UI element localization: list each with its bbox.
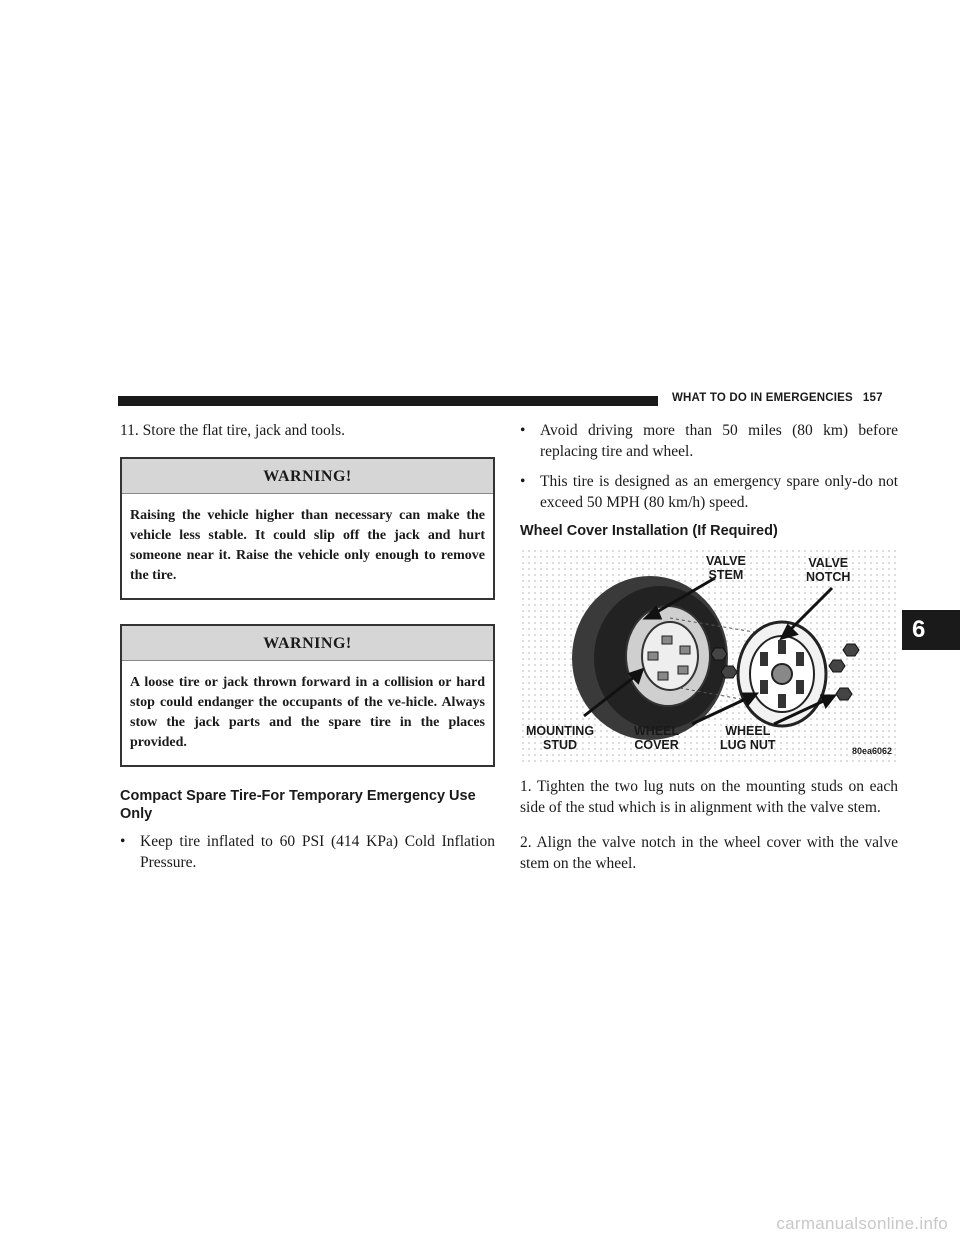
bullet-text: This tire is designed as an emergency spare only-do not exceed 50 MPH (80 km/h) speed. <box>540 473 898 511</box>
warning-box-1 <box>120 457 495 600</box>
wheel-cover-figure <box>520 548 898 766</box>
bullet-text: Avoid driving more than 50 miles (80 km) before replacing tire and wheel. <box>540 422 898 460</box>
bullet-icon: • <box>520 422 526 439</box>
step-2: 2. Align the valve notch in the wheel cover with the valve stem on the wheel. <box>520 834 898 872</box>
step-1: 1. Tighten the two lug nuts on the mounting studs on each side of the stud which is in alignment with the valve stem. <box>520 778 898 816</box>
valve-stem-label: VALVE STEM <box>706 554 746 582</box>
mounting-stud-label: MOUNTING STUD <box>526 724 595 752</box>
warning-text: A loose tire or jack thrown forward in a collision or hard stop could endanger the occupants of the ve-hicle. Always stow the jack parts and the spare tire in the places provided. <box>130 675 485 750</box>
wheel-cover-heading: Wheel Cover Installation (If Required) <box>520 523 778 539</box>
bullet-text: Keep tire inflated to 60 PSI (414 KPa) Cold Inflation Pressure. <box>140 833 495 871</box>
warning-title: WARNING! <box>122 626 493 661</box>
compact-spare-heading: Compact Spare Tire-For Temporary Emergency Use Only <box>120 788 476 822</box>
bullet-item <box>520 471 898 513</box>
warning-title: WARNING! <box>122 459 493 494</box>
section-title: WHAT TO DO IN EMERGENCIES <box>672 392 853 404</box>
wheel-cover-label: WHEEL COVER <box>634 724 680 752</box>
bullet-icon: • <box>520 473 526 490</box>
header-rule <box>118 396 658 406</box>
watermark: carmanualsonline.info <box>776 1214 948 1233</box>
left-column <box>120 420 495 882</box>
warning-box-2 <box>120 624 495 767</box>
bullet-item <box>120 831 495 873</box>
right-column <box>520 420 898 888</box>
bullet-item <box>520 420 898 462</box>
valve-notch-label: VALVE NOTCH <box>806 556 851 584</box>
bullet-icon: • <box>120 833 126 850</box>
step-11: 11. Store the flat tire, jack and tools. <box>120 422 345 439</box>
warning-text: Raising the vehicle higher than necessary can make the vehicle less stable. It could slip off the jack and hurt someone near it. Raise the vehicle only enough to remove the tire. <box>130 508 485 583</box>
wheel-lug-nut-label: WHEEL LUG NUT <box>720 724 776 752</box>
chapter-tab: 6 <box>902 610 960 650</box>
running-header <box>672 392 883 404</box>
page-number: 157 <box>862 392 883 404</box>
figure-code: 80ea6062 <box>851 746 892 756</box>
